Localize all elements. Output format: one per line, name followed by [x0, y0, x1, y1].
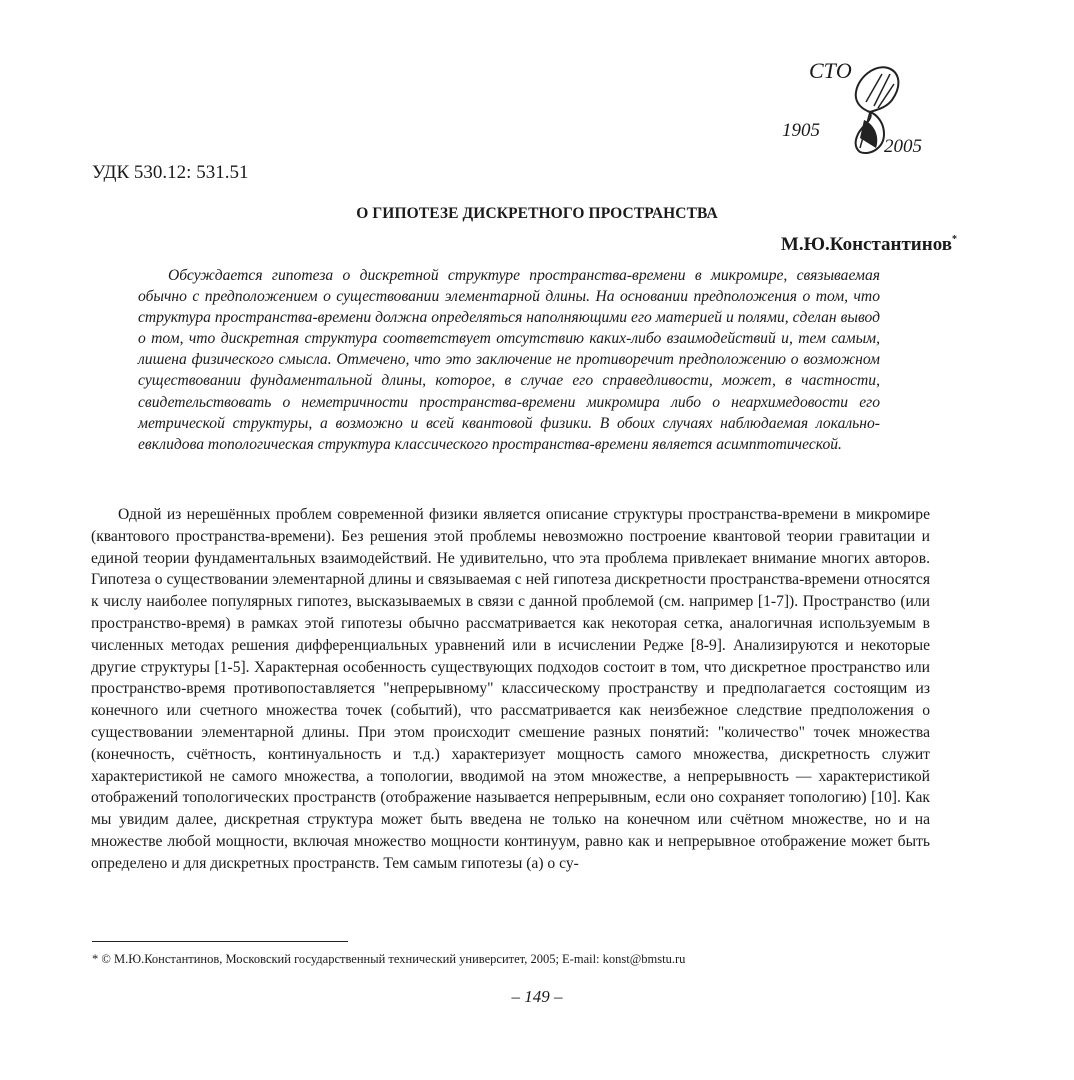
author-line [781, 234, 957, 256]
page-number: – 149 – [511, 987, 563, 1006]
body-paragraph: Одной из нерешённых проблем современной физики является описание структуры пространства-времени в микромире (квантового пространства-времени). Без решения этой проблемы невозможно построение квантовой теории гравитации и единой теории фундаментальных взаимодействий. Не удивительно, что эта проблема привлекает внимание многих авторов. Гипотеза о существовании элементарной длины и связываемая с ней гипотеза дискретности пространства-времени относятся к числу наиболее популярных гипотез, высказываемых в связи с данной проблемой (см. например [1-7]). Пространство (или пространство-время) в рамках этой гипотезы обычно рассматривается как некоторая сетка, аналогичная используемым в численных методах решения дифференциальных уравнений или в исчислении Редже [8-9]. Анализируются и некоторые другие структуры [1-5]. Характерная особенность существующих подходов состоит в том, что дискретное пространство или пространство-время противопоставляется "непрерывному" классическому пространству и предполагается состоящим из конечного или счетного множества точек (событий), что рассматривается как неизбежное следствие предположения о существовании элементарной длины. При этом происходит смешение разных понятий: "количество" точек множества (конечность, счётность, континуальность и т.д.) характеризует мощность самого множества, дискретность служит характеристикой не самого множества, а топологии, вводимой на этом множестве, а непрерывность — характеристикой отображений топологических пространств (отображение называется непрерывным, если оно сохраняет топологию) [10]. Как мы увидим далее, дискретная структура может быть введена не только на конечном или счётном множестве, но и на множестве любой мощности, включая множество мощности континуум, равно как и непрерывное отображение может быть определено и для дискретных пространств. Тем самым гипотезы (а) о су- [91, 506, 930, 872]
logo-year-start: 1905 [782, 120, 820, 141]
author-name: М.Ю.Константинов [780, 234, 952, 255]
paper-title: О ГИПОТЕЗЕ ДИСКРЕТНОГО ПРОСТРАНСТВА [356, 205, 718, 222]
footnote: * © М.Ю.Константинов, Московский государственный технический университет, 2005; E-mail: konst@bmstu.ru [92, 952, 686, 966]
udc-code: УДК 530.12: 531.51 [92, 162, 249, 183]
logo-abbreviation: СТО [809, 58, 852, 83]
abstract: Обсуждается гипотеза о дискретной структуре пространства-времени в микромире, связываемая обычно с предположением о существовании элементарной длины. На основании предположения о том, что структура пространства-времени должна определяться наполняющими его материей и полями, сделан вывод о том, что дискретная структура соответствует отсутствию каких-либо взаимодействий и, тем самым, лишена физического смысла. Отмечено, что это заключение не противоречит предположению о возможном существовании фундаментальной длины, которое, в случае его справедливости, может, в частности, свидетельствовать о неметричности пространства-времени микромира либо о неархимедовости его метрической структуры, а возможно и всей квантовой физики. В обоих случаях наблюдаемая локально-евклидова топологическая структура классического пространства-времени является асимптотической. [138, 267, 880, 453]
logo-year-end: 2005 [884, 136, 922, 157]
footnote-divider [92, 941, 348, 942]
author-footnote-mark: * [952, 234, 957, 245]
conference-logo [776, 56, 936, 166]
